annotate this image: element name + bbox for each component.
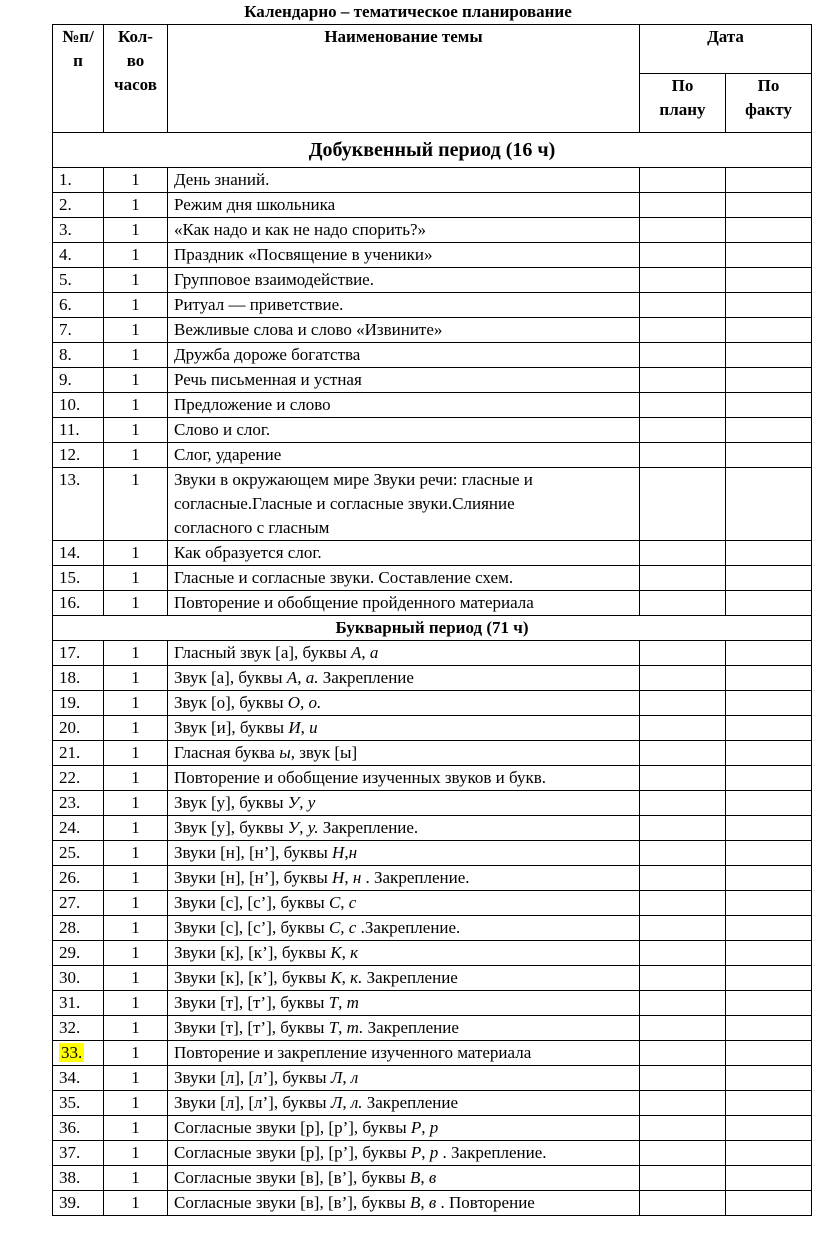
row-topic: Звуки [н], [н’], буквы Н, н . Закрепление.: [168, 866, 640, 891]
row-hours: 1: [104, 368, 168, 393]
row-topic: Звуки [т], [т’], буквы Т, т: [168, 991, 640, 1016]
row-topic: День знаний.: [168, 168, 640, 193]
row-number: 37.: [53, 1141, 104, 1166]
row-plan-date: [640, 1016, 726, 1041]
row-plan-date: [640, 566, 726, 591]
row-plan-date: [640, 816, 726, 841]
row-fact-date: [726, 641, 812, 666]
table-row: [53, 218, 812, 243]
table-row: [53, 816, 812, 841]
row-fact-date: [726, 1116, 812, 1141]
row-number: 11.: [53, 418, 104, 443]
row-hours: 1: [104, 318, 168, 343]
table-row: [53, 1066, 812, 1091]
row-topic: Слово и слог.: [168, 418, 640, 443]
row-fact-date: [726, 193, 812, 218]
row-fact-date: [726, 343, 812, 368]
row-topic: Речь письменная и устная: [168, 368, 640, 393]
row-number: 10.: [53, 393, 104, 418]
row-number: 29.: [53, 941, 104, 966]
row-topic: Звуки [к], [к’], буквы К, к: [168, 941, 640, 966]
row-number: 25.: [53, 841, 104, 866]
table-row: [53, 1041, 812, 1066]
section-row: [53, 616, 812, 641]
table-row: [53, 641, 812, 666]
table-row: [53, 591, 812, 616]
table-row: [53, 766, 812, 791]
row-number: 4.: [53, 243, 104, 268]
section-title: Букварный период (71 ч): [53, 616, 812, 641]
row-plan-date: [640, 393, 726, 418]
row-topic: Слог, ударение: [168, 443, 640, 468]
page-title: Календарно – тематическое планирование: [244, 2, 572, 21]
row-plan-date: [640, 218, 726, 243]
row-number: 26.: [53, 866, 104, 891]
row-fact-date: [726, 916, 812, 941]
table-row: [53, 1191, 812, 1216]
table-row: [53, 168, 812, 193]
row-fact-date: [726, 368, 812, 393]
row-plan-date: [640, 418, 726, 443]
table-row: [53, 1116, 812, 1141]
row-hours: 1: [104, 1016, 168, 1041]
row-hours: 1: [104, 1141, 168, 1166]
row-hours: 1: [104, 268, 168, 293]
table-row: [53, 418, 812, 443]
row-hours: 1: [104, 891, 168, 916]
row-fact-date: [726, 791, 812, 816]
row-topic: Гласные и согласные звуки. Составление схем.: [168, 566, 640, 591]
row-hours: 1: [104, 666, 168, 691]
row-hours: 1: [104, 393, 168, 418]
table-row: [53, 991, 812, 1016]
row-fact-date: [726, 168, 812, 193]
table-row: [53, 541, 812, 566]
row-number: 30.: [53, 966, 104, 991]
row-fact-date: [726, 866, 812, 891]
row-topic: Звук [и], буквы И, и: [168, 716, 640, 741]
row-fact-date: [726, 1091, 812, 1116]
row-hours: 1: [104, 1091, 168, 1116]
row-hours: 1: [104, 766, 168, 791]
row-topic: Повторение и обобщение изученных звуков и букв.: [168, 766, 640, 791]
row-number: 2.: [53, 193, 104, 218]
row-plan-date: [640, 168, 726, 193]
row-hours: 1: [104, 966, 168, 991]
row-topic: Согласные звуки [р], [р’], буквы Р, р . Закрепление.: [168, 1141, 640, 1166]
row-number: 38.: [53, 1166, 104, 1191]
row-topic: Ритуал — приветствие.: [168, 293, 640, 318]
row-number: 31.: [53, 991, 104, 1016]
row-plan-date: [640, 1191, 726, 1216]
row-hours: 1: [104, 916, 168, 941]
row-number: 21.: [53, 741, 104, 766]
row-fact-date: [726, 1041, 812, 1066]
row-topic: Звук [у], буквы У, у: [168, 791, 640, 816]
row-plan-date: [640, 841, 726, 866]
table-row: [53, 1141, 812, 1166]
row-number: 36.: [53, 1116, 104, 1141]
row-topic: Звуки [н], [н’], буквы Н,н: [168, 841, 640, 866]
row-plan-date: [640, 368, 726, 393]
table-row: [53, 891, 812, 916]
row-number: 22.: [53, 766, 104, 791]
row-number: 18.: [53, 666, 104, 691]
row-fact-date: [726, 891, 812, 916]
table-row: [53, 716, 812, 741]
row-number: 5.: [53, 268, 104, 293]
section-row: [53, 133, 812, 168]
row-topic: Вежливые слова и слово «Извините»: [168, 318, 640, 343]
table-row: [53, 243, 812, 268]
table-row: [53, 268, 812, 293]
row-topic: Согласные звуки [р], [р’], буквы Р, р: [168, 1116, 640, 1141]
row-plan-date: [640, 243, 726, 268]
row-fact-date: [726, 418, 812, 443]
row-hours: 1: [104, 1066, 168, 1091]
row-number: 19.: [53, 691, 104, 716]
row-plan-date: [640, 966, 726, 991]
row-fact-date: [726, 268, 812, 293]
row-number: 9.: [53, 368, 104, 393]
table-row: [53, 368, 812, 393]
row-hours: 1: [104, 443, 168, 468]
row-topic: Режим дня школьника: [168, 193, 640, 218]
table-row: [53, 966, 812, 991]
row-topic: Звук [у], буквы У, у. Закрепление.: [168, 816, 640, 841]
row-plan-date: [640, 1166, 726, 1191]
row-fact-date: [726, 766, 812, 791]
row-topic: Звук [а], буквы А, а. Закрепление: [168, 666, 640, 691]
row-number: 3.: [53, 218, 104, 243]
row-number: 39.: [53, 1191, 104, 1216]
table-row: [53, 566, 812, 591]
row-topic: Звуки [с], [с’], буквы С, с: [168, 891, 640, 916]
row-plan-date: [640, 1091, 726, 1116]
row-plan-date: [640, 916, 726, 941]
row-hours: 1: [104, 218, 168, 243]
row-hours: 1: [104, 641, 168, 666]
row-hours: 1: [104, 193, 168, 218]
row-number: 24.: [53, 816, 104, 841]
row-fact-date: [726, 966, 812, 991]
row-number: 27.: [53, 891, 104, 916]
row-topic: «Как надо и как не надо спорить?»: [168, 218, 640, 243]
row-fact-date: [726, 1016, 812, 1041]
row-number: 1.: [53, 168, 104, 193]
row-fact-date: [726, 841, 812, 866]
row-number: 16.: [53, 591, 104, 616]
row-plan-date: [640, 1116, 726, 1141]
row-topic: Звуки [л], [л’], буквы Л, л: [168, 1066, 640, 1091]
table-row: [53, 1016, 812, 1041]
row-hours: 1: [104, 468, 168, 541]
row-topic: Дружба дороже богатства: [168, 343, 640, 368]
row-plan-date: [640, 891, 726, 916]
row-number: 17.: [53, 641, 104, 666]
row-fact-date: [726, 691, 812, 716]
row-plan-date: [640, 541, 726, 566]
row-topic: Как образуется слог.: [168, 541, 640, 566]
row-plan-date: [640, 343, 726, 368]
table-row: [53, 1091, 812, 1116]
row-topic: Согласные звуки [в], [в’], буквы В, в . Повторение: [168, 1191, 640, 1216]
row-fact-date: [726, 293, 812, 318]
row-plan-date: [640, 468, 726, 541]
row-plan-date: [640, 716, 726, 741]
section-title: Добуквенный период (16 ч): [53, 133, 812, 168]
table-row: [53, 841, 812, 866]
row-fact-date: [726, 468, 812, 541]
row-topic: Повторение и обобщение пройденного материала: [168, 591, 640, 616]
table-row: [53, 293, 812, 318]
row-topic: Праздник «Посвящение в ученики»: [168, 243, 640, 268]
table-row: [53, 468, 812, 541]
row-hours: 1: [104, 1191, 168, 1216]
table-row: [53, 666, 812, 691]
table-row: [53, 741, 812, 766]
row-plan-date: [640, 318, 726, 343]
row-hours: 1: [104, 1166, 168, 1191]
row-topic: Повторение и закрепление изученного материала: [168, 1041, 640, 1066]
row-hours: 1: [104, 541, 168, 566]
row-fact-date: [726, 716, 812, 741]
table-row: [53, 916, 812, 941]
row-number: 7.: [53, 318, 104, 343]
row-number: 32.: [53, 1016, 104, 1041]
row-number: 12.: [53, 443, 104, 468]
row-number: 14.: [53, 541, 104, 566]
header-plan: По плану: [640, 74, 726, 133]
table-row: [53, 443, 812, 468]
row-topic: Звуки [к], [к’], буквы К, к. Закрепление: [168, 966, 640, 991]
row-fact-date: [726, 991, 812, 1016]
row-number: 35.: [53, 1091, 104, 1116]
row-fact-date: [726, 591, 812, 616]
row-fact-date: [726, 816, 812, 841]
row-plan-date: [640, 991, 726, 1016]
row-hours: 1: [104, 691, 168, 716]
header-date: Дата: [640, 25, 812, 74]
row-topic: Гласный звук [а], буквы А, а: [168, 641, 640, 666]
row-plan-date: [640, 1141, 726, 1166]
row-plan-date: [640, 193, 726, 218]
row-topic: Согласные звуки [в], [в’], буквы В, в: [168, 1166, 640, 1191]
row-hours: 1: [104, 741, 168, 766]
row-hours: 1: [104, 791, 168, 816]
row-topic: Звук [о], буквы О, о.: [168, 691, 640, 716]
row-hours: 1: [104, 591, 168, 616]
header-num: №п/ п: [53, 25, 104, 133]
row-number: 13.: [53, 468, 104, 541]
row-plan-date: [640, 741, 726, 766]
header-fact: По факту: [726, 74, 812, 133]
table-row: [53, 318, 812, 343]
row-plan-date: [640, 293, 726, 318]
row-plan-date: [640, 791, 726, 816]
row-topic: Предложение и слово: [168, 393, 640, 418]
table-row: [53, 393, 812, 418]
row-fact-date: [726, 243, 812, 268]
row-hours: 1: [104, 243, 168, 268]
row-fact-date: [726, 666, 812, 691]
row-number: 8.: [53, 343, 104, 368]
row-hours: 1: [104, 343, 168, 368]
table-row: [53, 343, 812, 368]
row-plan-date: [640, 1041, 726, 1066]
table-row: [53, 1166, 812, 1191]
row-number: 28.: [53, 916, 104, 941]
highlight-mark: 33.: [61, 1043, 83, 1062]
row-fact-date: [726, 566, 812, 591]
row-hours: 1: [104, 841, 168, 866]
row-plan-date: [640, 641, 726, 666]
row-hours: 1: [104, 941, 168, 966]
table-row: [53, 791, 812, 816]
row-hours: 1: [104, 1116, 168, 1141]
row-plan-date: [640, 766, 726, 791]
row-fact-date: [726, 1141, 812, 1166]
row-fact-date: [726, 1166, 812, 1191]
row-topic: Звуки в окружающем мире Звуки речи: гласные и согласные.Гласные и согласные звуки.Слияние согласного с гласным: [168, 468, 640, 541]
row-fact-date: [726, 1066, 812, 1091]
table-row: [53, 193, 812, 218]
row-topic: Звуки [т], [т’], буквы Т, т. Закрепление: [168, 1016, 640, 1041]
row-plan-date: [640, 666, 726, 691]
row-hours: 1: [104, 866, 168, 891]
row-fact-date: [726, 318, 812, 343]
row-hours: 1: [104, 418, 168, 443]
row-hours: 1: [104, 566, 168, 591]
row-number: 23.: [53, 791, 104, 816]
row-number: 15.: [53, 566, 104, 591]
row-plan-date: [640, 268, 726, 293]
header-hours: Кол- во часов: [104, 25, 168, 133]
row-topic: Звуки [л], [л’], буквы Л, л. Закрепление: [168, 1091, 640, 1116]
row-plan-date: [640, 443, 726, 468]
row-fact-date: [726, 741, 812, 766]
row-plan-date: [640, 691, 726, 716]
plan-table: [52, 24, 812, 1216]
row-plan-date: [640, 941, 726, 966]
row-hours: 1: [104, 1041, 168, 1066]
row-number: [53, 1041, 104, 1066]
row-fact-date: [726, 541, 812, 566]
table-row: [53, 691, 812, 716]
row-plan-date: [640, 866, 726, 891]
row-hours: 1: [104, 991, 168, 1016]
row-topic: Гласная буква ы, звук [ы]: [168, 741, 640, 766]
row-fact-date: [726, 1191, 812, 1216]
row-number: 6.: [53, 293, 104, 318]
row-plan-date: [640, 591, 726, 616]
row-hours: 1: [104, 716, 168, 741]
row-fact-date: [726, 443, 812, 468]
row-hours: 1: [104, 168, 168, 193]
row-fact-date: [726, 941, 812, 966]
table-row: [53, 866, 812, 891]
row-plan-date: [640, 1066, 726, 1091]
row-fact-date: [726, 218, 812, 243]
header-topic: Наименование темы: [168, 25, 640, 133]
row-hours: 1: [104, 293, 168, 318]
row-fact-date: [726, 393, 812, 418]
row-hours: 1: [104, 816, 168, 841]
row-number: 20.: [53, 716, 104, 741]
row-topic: Групповое взаимодействие.: [168, 268, 640, 293]
row-topic: Звуки [с], [с’], буквы С, с .Закрепление.: [168, 916, 640, 941]
row-number: 34.: [53, 1066, 104, 1091]
table-row: [53, 941, 812, 966]
